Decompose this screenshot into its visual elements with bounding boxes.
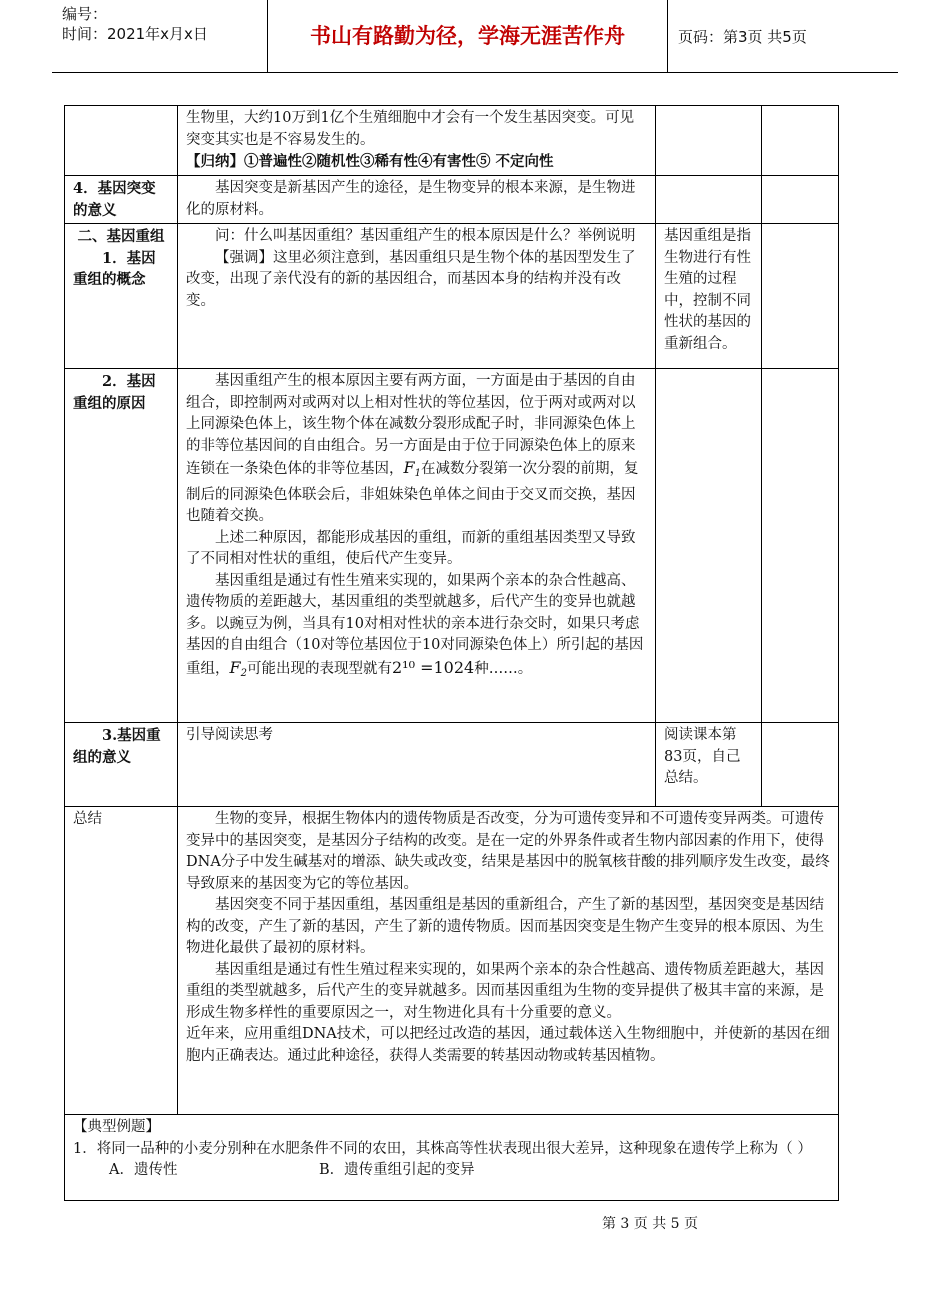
summary-cell bbox=[178, 807, 839, 1115]
content-cell bbox=[178, 723, 656, 807]
paragraph: 生物的变异，根据生物体内的遗传物质是否改变，分为可遗传变异和不可遗传变异两类。可遗传变异中的基因突变，是基因分子结构的改变。是在一定的外界条件或者生物内部因素的作用下，使得DNA分子中发生碱基对的增添、缺失或改变，结果是基因中的脱氧核苷酸的排列顺序发生改变，最终导致原来的基因变为它的等位基因。 bbox=[186, 811, 830, 892]
header-page-info: 页码：第3页 共5页 bbox=[678, 28, 807, 46]
row-label-cell bbox=[65, 807, 178, 1115]
paragraph: 基因突变不同于基因重组，基因重组是基因的重新组合，产生了新的基因型，基因突变是基因结构的改变，产生了新的基因，产生了新的遗传物质。因而基因突变是生物产生变异的根本原因、为生物进化最供了最初的原材料。 bbox=[186, 897, 824, 956]
table-row bbox=[65, 807, 839, 1115]
paragraph: 基因重组是通过有性生殖过程来实现的，如果两个亲本的杂合性越高、遗传物质差距越大，基因重组的类型就越多，后代产生的变异就越多。因而基因重组为生物的变异提供了极其丰富的来源，是形成生物多样性的重要原因之一，对生物进化具有十分重要的意义。 bbox=[186, 961, 824, 1021]
content-cell bbox=[178, 106, 656, 176]
page-footer: 第 3 页 共 5 页 bbox=[601, 1216, 699, 1232]
extra-cell bbox=[762, 224, 839, 369]
option-a: A．遗传性 bbox=[109, 1162, 178, 1178]
row-label-cell bbox=[65, 369, 178, 723]
header-time: 时间：2021年x月x日 bbox=[62, 25, 208, 43]
summary-paragraph: 【归纳】①普遍性②随机性③稀有性④有害性⑤ 不定向性 bbox=[186, 153, 554, 170]
lesson-table bbox=[64, 105, 839, 1201]
text-run: 基因重组产生的根本原因主要有两方面，一方面是由于基因的自由组合，即控制两对或两对以上相对性状的等位基因，位于两对或两对以上同源染色体上，该生物个体在减数分裂形成配子时，非同源染色体上的非等位基因间的自由组合。另一方面是由于位于同源染色体上的原来连锁在一条染色体的非等位基因， bbox=[186, 373, 636, 477]
row-label-cell bbox=[65, 106, 178, 176]
header-number: 编号： bbox=[62, 5, 108, 23]
formula-f1 bbox=[404, 458, 421, 477]
extra-cell bbox=[762, 106, 839, 176]
table-row bbox=[65, 369, 839, 723]
example-title: 【典型例题】 bbox=[73, 1119, 160, 1135]
text-run: 可能出现的表现型就有 bbox=[246, 660, 392, 677]
table-row bbox=[65, 176, 839, 224]
page-header bbox=[52, 0, 898, 73]
row-label-cell bbox=[65, 176, 178, 224]
row-label: 2．基因重组的原因 bbox=[73, 373, 156, 412]
paragraph: 生物里，大约10万到1亿个生殖细胞中才会有一个发生基因突变。可见突变其实也是不容易发生的。 bbox=[186, 110, 635, 148]
content-cell bbox=[178, 369, 656, 723]
row-label: 4．基因突变的意义 bbox=[73, 180, 156, 219]
extra-cell bbox=[762, 723, 839, 807]
note-text: 基因重组是指生物进行有性生殖的过程中，控制不同性状的基因的重新组合。 bbox=[664, 228, 751, 352]
formula-power: 2¹⁰ =1024 bbox=[391, 657, 475, 677]
formula-f2 bbox=[230, 658, 247, 677]
paragraph: 近年来，应用重组DNA技术，可以把经过改造的基因，通过载体送入生物细胞中，并使新的基因在细胞内正确表达。通过此种途径，获得人类需要的转基因动物或转基因植物。 bbox=[186, 1026, 830, 1064]
row-label: 3.基因重组的意义 bbox=[73, 727, 161, 766]
text-run: 在减数分裂第一次分裂的前期，复制后的同源染色体联会后，非姐妹染色单体之间由于交叉而交换，基因也随着交换。 bbox=[186, 461, 639, 524]
paragraph bbox=[186, 371, 647, 528]
note-text: 阅读课本第83页，自己总结。 bbox=[664, 727, 741, 786]
text-run: 种……。 bbox=[474, 660, 533, 677]
formula-letter: F bbox=[403, 458, 415, 477]
note-cell bbox=[656, 369, 762, 723]
option-b: B．遗传重组引起的变异 bbox=[319, 1162, 475, 1178]
question: 1．将同一品种的小麦分别种在水肥条件不同的农田，其株高等性状表现出很大差异，这种现象在遗传学上称为（ ） bbox=[73, 1140, 812, 1157]
paragraph: 问：什么叫基因重组？基因重组产生的根本原因是什么？举例说明 bbox=[215, 228, 636, 244]
table-row bbox=[65, 1115, 839, 1201]
text-run: 基因重组是通过有性生殖来实现的，如果两个亲本的杂合性越高、遗传物质的差距越大，基因重组的类型就越多，后代产生的变异也就越多。以豌豆为例，当具有10对相对性状的亲本进行杂交时，如果只考虑基因的自由组合（10对等位基因位于10对同源染色体上）所引起的基因重组， bbox=[186, 572, 644, 677]
formula-subscript: 1 bbox=[414, 468, 421, 479]
example-cell bbox=[65, 1115, 839, 1201]
paragraph bbox=[186, 571, 647, 685]
note-cell bbox=[656, 176, 762, 224]
formula-letter: F bbox=[229, 657, 241, 677]
content-cell bbox=[178, 176, 656, 224]
options bbox=[73, 1160, 830, 1182]
header-divider bbox=[667, 0, 668, 72]
table-row bbox=[65, 106, 839, 176]
note-cell bbox=[656, 224, 762, 369]
row-label-cell bbox=[65, 224, 178, 369]
paragraph: 引导阅读思考 bbox=[186, 727, 273, 743]
row-label: 总结 bbox=[73, 811, 102, 827]
section-heading: 二、基因重组 bbox=[77, 228, 165, 245]
header-motto: 书山有路勤为径，学海无涯苦作舟 bbox=[310, 24, 625, 48]
paragraph: 【强调】这里必须注意到，基因重组只是生物个体的基因型发生了改变，出现了亲代没有的新的基因组合，而基因本身的结构并没有改变。 bbox=[186, 249, 636, 309]
note-cell bbox=[656, 106, 762, 176]
table-row bbox=[65, 224, 839, 369]
table-row bbox=[65, 723, 839, 807]
paragraph: 上述二种原因，都能形成基因的重组，而新的重组基因类型又导致了不同相对性状的重组，使后代产生变异。 bbox=[186, 529, 636, 567]
paragraph: 基因突变是新基因产生的途径，是生物变异的根本来源，是生物进化的原材料。 bbox=[186, 180, 636, 218]
extra-cell bbox=[762, 176, 839, 224]
header-meta bbox=[62, 4, 208, 44]
note-cell bbox=[656, 723, 762, 807]
formula-subscript: 2 bbox=[240, 667, 247, 679]
row-label-cell bbox=[65, 723, 178, 807]
content-cell bbox=[178, 224, 656, 369]
row-label: 1．基因重组的概念 bbox=[73, 249, 156, 288]
extra-cell bbox=[762, 369, 839, 723]
